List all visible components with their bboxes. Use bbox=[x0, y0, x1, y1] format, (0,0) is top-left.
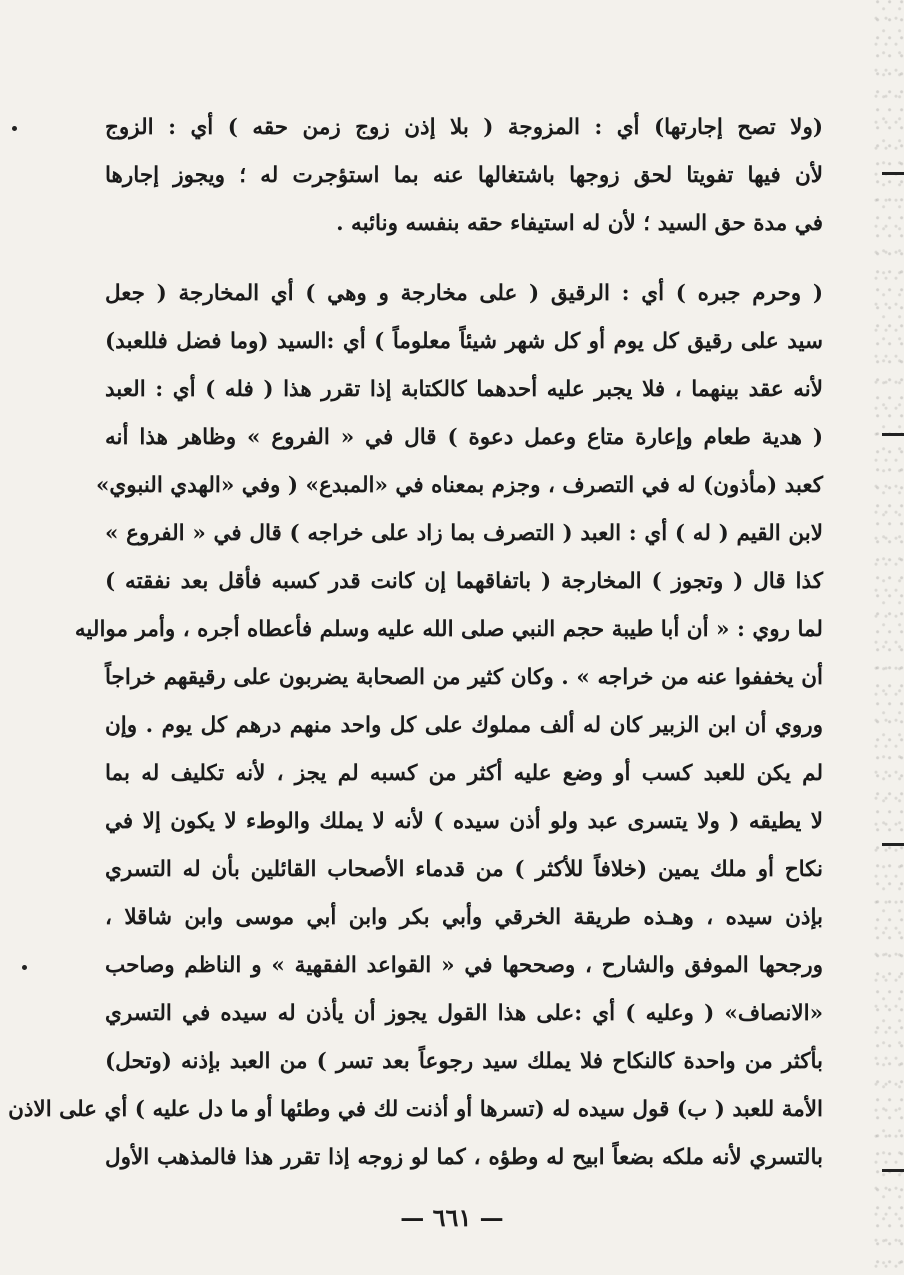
text-line: الأمة للعبد ( ب) قول سيده له (تسرها أو أذنت لك في وطئها أو ما دل عليه ) أي على الاذن bbox=[8, 1097, 823, 1122]
page-number: — ٦٦١ — bbox=[400, 1203, 504, 1232]
text-line: ورجحها الموفق والشارح ، وصححها في « القواعد الفقهية » و الناظم وصاحب bbox=[105, 953, 823, 978]
text-line: بأكثر من واحدة كالنكاح فلا يملك سيد رجوعاً بعد تسر ) من العبد بإذنه (وتحل) bbox=[105, 1049, 823, 1074]
text-line: لابن القيم ( له ) أي : العبد ( التصرف بما زاد على خراجه ) قال في « الفروع » bbox=[105, 521, 823, 546]
scan-speck bbox=[22, 965, 27, 970]
text-line: بالتسري لأنه ملكه بضعاً ابيح له وطؤه ، كما لو زوجه إذا تقرر هذا فالمذهب الأول bbox=[105, 1145, 823, 1170]
text-line: في مدة حق السيد ؛ لأن له استيفاء حقه بنفسه ونائبه . bbox=[336, 211, 823, 236]
text-line: لما روي : « أن أبا طيبة حجم النبي صلى الله عليه وسلم فأعطاه أجره ، وأمر مواليه bbox=[74, 617, 823, 642]
text-line: سيد على رقيق كل يوم أو كل شهر شيئاً معلوماً ) أي :السيد (وما فضل فللعبد) bbox=[105, 329, 823, 354]
text-line: كذا قال ( وتجوز ) المخارجة ( باتفاقهما إن كانت قدر كسبه فأقل بعد نفقته ) bbox=[105, 569, 823, 594]
paragraph-1 bbox=[105, 104, 823, 248]
scan-edge-mark bbox=[882, 172, 904, 175]
scan-edge-mark bbox=[882, 843, 904, 846]
text-line: (ولا تصح إجارتها) أي : المزوجة ( بلا إذن زوج زمن حقه ) أي : الزوج bbox=[105, 115, 823, 140]
scan-speck bbox=[12, 126, 17, 131]
text-line: نكاح أو ملك يمين (خلافاً للأكثر ) من قدماء الأصحاب القائلين بأن له التسري bbox=[105, 857, 823, 882]
text-line: لأن فيها تفويتا لحق زوجها باشتغالها عنه بما استؤجرت له ؛ ويجوز إجارها bbox=[105, 163, 823, 188]
paragraph-2 bbox=[8, 270, 823, 1182]
scan-edge-mark bbox=[882, 433, 904, 436]
text-line: لأنه عقد بينهما ، فلا يجبر عليه أحدهما كالكتابة إذا تقرر هذا ( فله ) أي : العبد bbox=[105, 377, 823, 402]
scan-edge-noise bbox=[874, 0, 904, 1275]
scan-edge-mark bbox=[882, 1169, 904, 1172]
text-line: «الانصاف» ( وعليه ) أي :على هذا القول يجوز أن يأذن له سيده في التسري bbox=[105, 1001, 823, 1026]
text-line: وروي أن ابن الزبير كان له ألف مملوك على كل واحد منهم درهم كل يوم . وإن bbox=[105, 713, 823, 738]
text-line: بإذن سيده ، وهـذه طريقة الخرقي وأبي بكر وابن أبي موسى وابن شاقلا ، bbox=[105, 905, 823, 930]
text-line: لم يكن للعبد كسب أو وضع عليه أكثر من كسبه لم يجز ، لأنه تكليف له بما bbox=[105, 761, 823, 786]
text-line: لا يطيقه ( ولا يتسرى عبد ولو أذن سيده ) لأنه لا يملك والوطء لا يكون إلا في bbox=[105, 809, 823, 834]
text-line: ( هدية طعام وإعارة متاع وعمل دعوة ) قال في « الفروع » وظاهر هذا أنه bbox=[105, 425, 823, 450]
text-line: ( وحرم جبره ) أي : الرقيق ( على مخارجة و وهي ) أي المخارجة ( جعل bbox=[105, 281, 823, 306]
text-line: أن يخففوا عنه من خراجه » . وكان كثير من الصحابة يضربون على رقيقهم خراجاً bbox=[105, 665, 823, 690]
text-line: كعبد (مأذون) له في التصرف ، وجزم بمعناه في «المبدع» ( وفي «الهدي النبوي» bbox=[95, 473, 823, 498]
